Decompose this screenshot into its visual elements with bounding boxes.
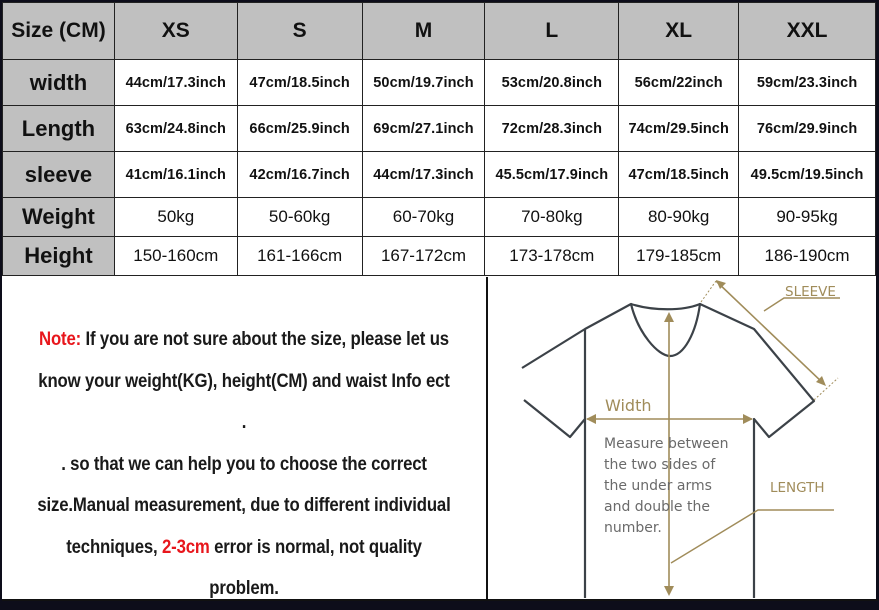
bottom-divider <box>2 599 878 601</box>
row-label: width <box>3 60 115 106</box>
measure-line-5: number. <box>604 520 662 536</box>
cell: 56cm/22inch <box>619 60 739 106</box>
note-prefix: Note: <box>39 328 82 350</box>
note-line-1: If you are not sure about the size, please let us <box>81 328 449 350</box>
note-panel <box>2 277 488 599</box>
size-header-label: Size (CM) <box>3 3 115 60</box>
size-m: M <box>362 3 485 60</box>
tshirt-outline-icon <box>488 278 876 598</box>
size-chart-frame <box>2 2 876 601</box>
cell: 53cm/20.8inch <box>485 60 619 106</box>
table-row-sleeve <box>3 152 876 198</box>
cell: 90-95kg <box>739 198 876 237</box>
cell: 47cm/18.5inch <box>619 152 739 198</box>
note-text <box>36 319 452 610</box>
row-label: Length <box>3 106 115 152</box>
note-line-3: . so that we can help you to choose the correct <box>61 452 427 475</box>
cell: 70-80kg <box>485 198 619 237</box>
cell: 60-70kg <box>362 198 485 237</box>
measure-line-1: Measure between <box>604 436 729 452</box>
cell: 80-90kg <box>619 198 739 237</box>
cell: 66cm/25.9inch <box>237 106 362 152</box>
cell: 44cm/17.3inch <box>362 152 485 198</box>
tshirt-measurement-diagram <box>488 278 876 598</box>
note-line-5a: techniques, <box>66 535 163 558</box>
size-xl: XL <box>619 3 739 60</box>
cell: 49.5cm/19.5inch <box>739 152 876 198</box>
sleeve-label: SLEEVE <box>785 284 836 300</box>
measure-line-3: the under arms <box>604 478 712 494</box>
size-s: S <box>237 3 362 60</box>
cell: 150-160cm <box>114 237 237 276</box>
table-row-width <box>3 60 876 106</box>
length-label: LENGTH <box>770 480 825 496</box>
cell: 44cm/17.3inch <box>114 60 237 106</box>
cell: 69cm/27.1inch <box>362 106 485 152</box>
cell: 179-185cm <box>619 237 739 276</box>
cell: 167-172cm <box>362 237 485 276</box>
cell: 41cm/16.1inch <box>114 152 237 198</box>
size-xs: XS <box>114 3 237 60</box>
table-row-length <box>3 106 876 152</box>
cell: 50kg <box>114 198 237 237</box>
cell: 76cm/29.9inch <box>739 106 876 152</box>
size-l: L <box>485 3 619 60</box>
cell: 59cm/23.3inch <box>739 60 876 106</box>
cell: 42cm/16.7inch <box>237 152 362 198</box>
cell: 173-178cm <box>485 237 619 276</box>
size-table <box>2 2 876 276</box>
cell: 50-60kg <box>237 198 362 237</box>
measure-line-4: and double the <box>604 499 710 515</box>
width-label: Width <box>605 396 652 415</box>
cell: 72cm/28.3inch <box>485 106 619 152</box>
cell: 63cm/24.8inch <box>114 106 237 152</box>
cell: 74cm/29.5inch <box>619 106 739 152</box>
cell: 50cm/19.7inch <box>362 60 485 106</box>
note-line-4: size.Manual measurement, due to different individual <box>37 494 451 516</box>
row-label: Height <box>3 237 115 276</box>
note-error-range: 2-3cm <box>162 535 210 558</box>
row-label: sleeve <box>3 152 115 198</box>
note-line-5b: error is normal, not quality problem. <box>209 535 422 599</box>
size-header-row <box>3 3 876 60</box>
size-xxl: XXL <box>739 3 876 60</box>
table-row-weight <box>3 198 876 237</box>
table-row-height <box>3 237 876 276</box>
measure-line-2: the two sides of <box>604 457 716 473</box>
cell: 45.5cm/17.9inch <box>485 152 619 198</box>
row-label: Weight <box>3 198 115 237</box>
cell: 186-190cm <box>739 237 876 276</box>
cell: 47cm/18.5inch <box>237 60 362 106</box>
note-line-2: know your weight(KG), height(CM) and waist Info ect . <box>38 369 450 433</box>
cell: 161-166cm <box>237 237 362 276</box>
